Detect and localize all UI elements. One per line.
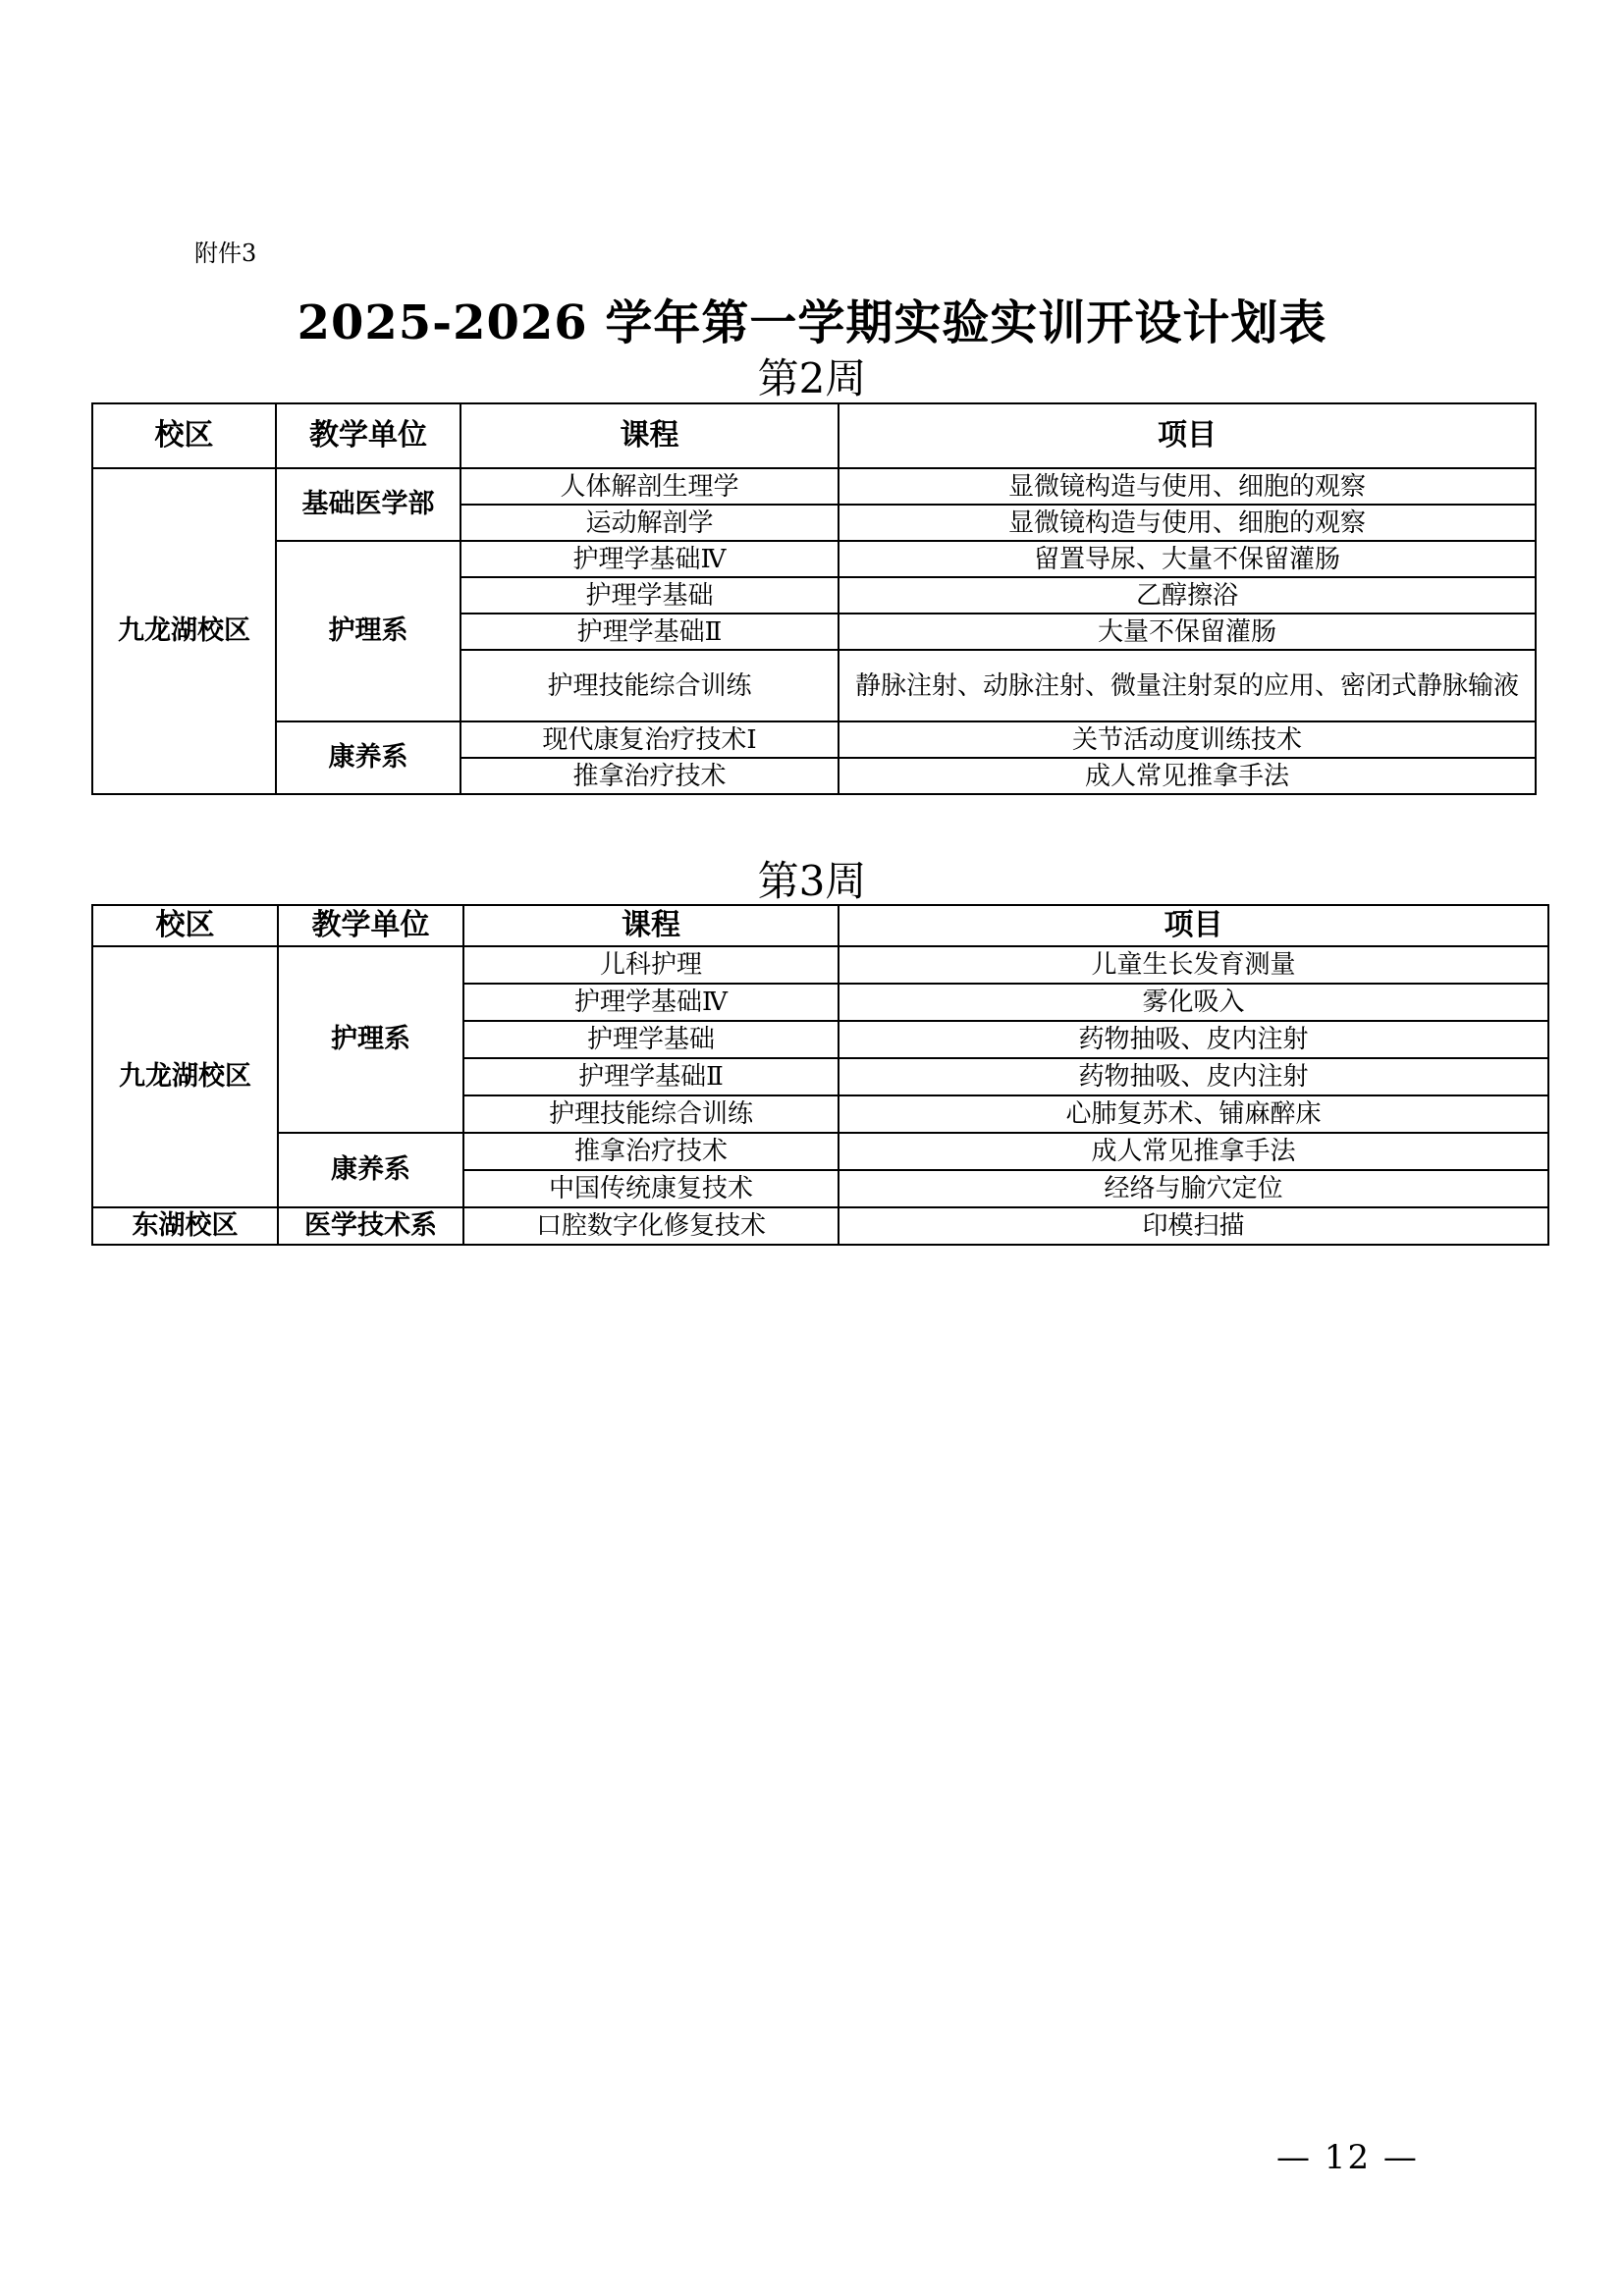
project-cell: 印模扫描 — [839, 1207, 1548, 1245]
table-row — [92, 541, 1536, 577]
attachment-label: 附件3 — [194, 240, 257, 267]
project-cell: 静脉注射、动脉注射、微量注射泵的应用、密闭式静脉输液 — [839, 650, 1536, 721]
project-cell: 药物抽吸、皮内注射 — [839, 1021, 1548, 1058]
campus-cell: 九龙湖校区 — [92, 468, 276, 794]
course-cell: 护理学基础Ⅳ — [463, 984, 839, 1021]
project-cell: 大量不保留灌肠 — [839, 614, 1536, 650]
week3-heading: 第3周 — [757, 857, 867, 905]
week2-table — [91, 402, 1537, 795]
table-header-row — [92, 403, 1536, 468]
project-cell: 关节活动度训练技术 — [839, 721, 1536, 758]
unit-cell: 护理系 — [278, 946, 463, 1133]
document-title: 2025-2026 学年第一学期实验实训开设计划表 — [297, 295, 1327, 350]
table-row — [92, 1133, 1548, 1170]
header-project: 项目 — [839, 905, 1548, 946]
course-cell: 护理学基础 — [463, 1021, 839, 1058]
course-cell: 护理技能综合训练 — [460, 650, 839, 721]
table-row — [92, 946, 1548, 984]
table-row — [92, 468, 1536, 505]
header-unit: 教学单位 — [276, 403, 460, 468]
table-row — [92, 1207, 1548, 1245]
header-course: 课程 — [460, 403, 839, 468]
table-header-row — [92, 905, 1548, 946]
project-cell: 儿童生长发育测量 — [839, 946, 1548, 984]
course-cell: 护理学基础Ⅱ — [460, 614, 839, 650]
course-cell: 运动解剖学 — [460, 505, 839, 541]
campus-cell: 东湖校区 — [92, 1207, 278, 1245]
course-cell: 推拿治疗技术 — [460, 758, 839, 794]
unit-cell: 基础医学部 — [276, 468, 460, 541]
project-cell: 显微镜构造与使用、细胞的观察 — [839, 505, 1536, 541]
project-cell: 心肺复苏术、铺麻醉床 — [839, 1095, 1548, 1133]
course-cell: 现代康复治疗技术Ⅰ — [460, 721, 839, 758]
course-cell: 护理学基础Ⅱ — [463, 1058, 839, 1095]
project-cell: 药物抽吸、皮内注射 — [839, 1058, 1548, 1095]
week2-heading: 第2周 — [757, 354, 867, 402]
project-cell: 留置导尿、大量不保留灌肠 — [839, 541, 1536, 577]
course-cell: 儿科护理 — [463, 946, 839, 984]
header-course: 课程 — [463, 905, 839, 946]
header-campus: 校区 — [92, 905, 278, 946]
unit-cell: 护理系 — [276, 541, 460, 721]
unit-cell: 康养系 — [276, 721, 460, 794]
project-cell: 成人常见推拿手法 — [839, 1133, 1548, 1170]
project-cell: 成人常见推拿手法 — [839, 758, 1536, 794]
course-cell: 推拿治疗技术 — [463, 1133, 839, 1170]
header-project: 项目 — [839, 403, 1536, 468]
course-cell: 护理技能综合训练 — [463, 1095, 839, 1133]
course-cell: 口腔数字化修复技术 — [463, 1207, 839, 1245]
week3-table — [91, 904, 1549, 1246]
table-row — [92, 721, 1536, 758]
header-campus: 校区 — [92, 403, 276, 468]
project-cell: 经络与腧穴定位 — [839, 1170, 1548, 1207]
project-cell: 雾化吸入 — [839, 984, 1548, 1021]
unit-cell: 康养系 — [278, 1133, 463, 1207]
campus-cell: 九龙湖校区 — [92, 946, 278, 1207]
project-cell: 显微镜构造与使用、细胞的观察 — [839, 468, 1536, 505]
page-number: — 12 — — [1276, 2138, 1419, 2177]
header-unit: 教学单位 — [278, 905, 463, 946]
unit-cell: 医学技术系 — [278, 1207, 463, 1245]
project-cell: 乙醇擦浴 — [839, 577, 1536, 614]
course-cell: 护理学基础Ⅳ — [460, 541, 839, 577]
course-cell: 中国传统康复技术 — [463, 1170, 839, 1207]
course-cell: 人体解剖生理学 — [460, 468, 839, 505]
course-cell: 护理学基础 — [460, 577, 839, 614]
